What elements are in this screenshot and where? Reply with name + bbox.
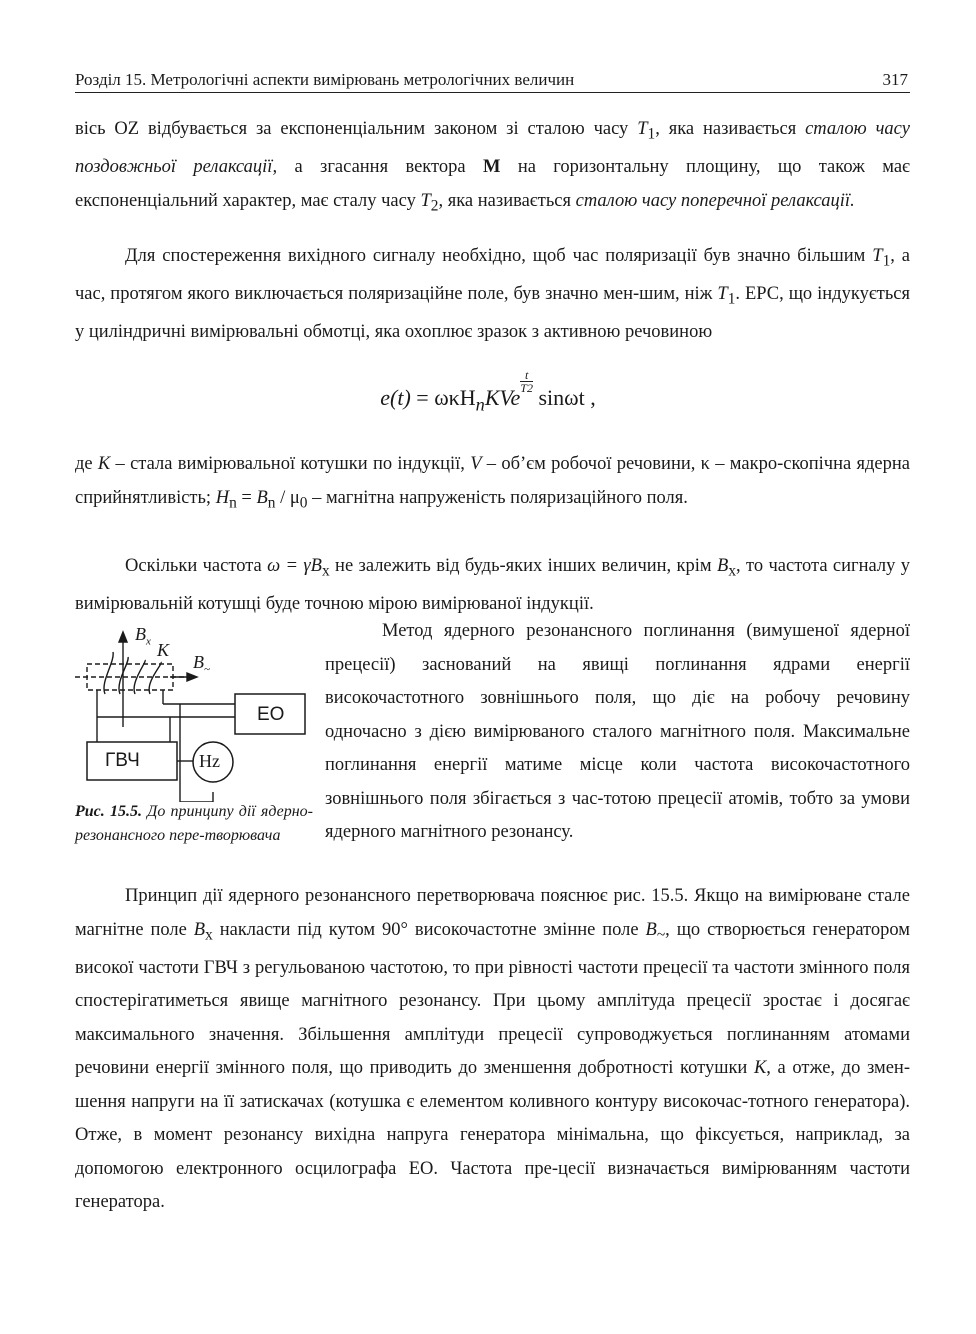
var-K: K xyxy=(97,454,111,474)
formula-rhs: sinωt , xyxy=(532,385,596,410)
sub-0: 0 xyxy=(299,494,308,512)
page-number: 317 xyxy=(882,70,908,89)
sub-x: x xyxy=(321,562,330,580)
var-T1: T xyxy=(717,284,728,305)
caption-number: Рис. 15.5. xyxy=(75,803,142,820)
para1-text-d: на горизонтальну площину, що також має експоненціальний характер, має сталу часу xyxy=(75,157,910,211)
para6-text-b: накласти під кутом 90° високочастотне змінне поле xyxy=(212,919,646,940)
para3-text-f: – магнітна напруженість поляризаційного поля. xyxy=(307,487,688,508)
term-longitudinal-relaxation: сталою часу поздовжньої релаксації, xyxy=(75,119,910,178)
header-title: Розділ 15. Метрологічні аспекти вимірювань метрологічних величин xyxy=(75,70,575,89)
eo-label: ЕО xyxy=(257,704,285,725)
var-B: B xyxy=(256,487,268,508)
para2-text-a: Для спостереження вихідного сигналу необхідно, щоб час поляризації був значно більшим xyxy=(125,246,873,266)
paragraph-1 xyxy=(75,113,910,223)
sub-tilde: ~ xyxy=(656,926,666,944)
formula-exponent xyxy=(520,369,533,394)
para1-text-b: , яка називається xyxy=(655,119,806,139)
figure-caption xyxy=(75,800,313,848)
paragraph-5: Метод ядерного резонансного поглинання (вимушеної ядерної прецесії) заснований на явищі поглинання ядрами енергії високочастотного зовнішнього поля, що діє на робочу речовину одночасно з дією вимірюваного сталого магнітного поля. Максимальне поглинання енергії матиме місце коли частота високочастотного зовнішнього поля збігається з час-тотою прецесії атомів, тобто за умови ядерного магнітного резонансу. xyxy=(325,621,910,842)
formula-sub-n: n xyxy=(475,394,485,415)
exponent-numerator: t xyxy=(520,369,533,382)
para2-text-b: , а час, протягом якого виключається поляризаційне поле, був значно мен-шим, ніж xyxy=(75,246,911,305)
sub-x: x xyxy=(728,562,737,580)
para1-text-e: , яка називається xyxy=(438,190,576,211)
var-T2: T xyxy=(420,190,431,211)
paragraph-2 xyxy=(75,240,910,350)
label-Bx: $B_x$ xyxy=(135,624,151,648)
para3-text-b: – стала вимірювальної котушки по індукції, xyxy=(110,454,471,474)
sub-1: 1 xyxy=(882,252,891,270)
para6-text-d: , а отже, до змен-шення напруги на її затискачах (котушка є елементом коливного контуру високочас-тотного генератора). Отже, в момент резонансу вихідна напруга генератора мінімальна, що фіксується, наприклад, за допомогою електронного осцилографа ЕО. Частота пре-цесії визначається вимірюванням частоти генератора. xyxy=(75,1058,910,1213)
para3-text-d: = xyxy=(236,487,257,508)
var-H: H xyxy=(215,487,230,508)
para3-text-e: / μ xyxy=(275,487,300,508)
var-V: V xyxy=(470,454,482,474)
vector-M: M xyxy=(482,157,501,178)
sub-1: 1 xyxy=(647,125,656,143)
para4-text-c: , то частота сигналу у вимірювальній котушці буде точною мірою вимірюваної індукції. xyxy=(75,556,910,615)
caption-text: До принципу дії ядерно-резонансного пере-творювача xyxy=(75,803,314,844)
para3-text-c: – об’єм робочої речовини, κ – макро-скопічна ядерна сприйнятливість; xyxy=(75,454,910,508)
emf-formula xyxy=(0,368,976,415)
running-header xyxy=(75,70,910,93)
sub-n: n xyxy=(267,494,276,512)
var-T1: T xyxy=(872,246,883,266)
hz-label: Hz xyxy=(199,751,220,771)
term-transverse-relaxation: сталою часу поперечної релаксації. xyxy=(575,190,855,211)
exponent-denominator: T2 xyxy=(520,381,533,395)
para4-text-b: не залежить від будь-яких інших величин, крім xyxy=(329,556,717,576)
sub-1: 1 xyxy=(727,290,736,308)
gvch-label: ГВЧ xyxy=(105,750,140,771)
label-B-tilde: $B_\sim$ xyxy=(193,652,210,676)
para1-text-a: вісь OZ відбувається за експоненціальним законом зі сталою часу xyxy=(75,119,638,139)
sub-2: 2 xyxy=(430,197,439,215)
formula-eq: = ωκH xyxy=(410,385,476,410)
para6-text-a: Принцип дії ядерного резонансного перетворювача пояснює рис. 15.5. Якщо на вимірюване стале магнітне поле xyxy=(75,886,910,940)
sub-n: n xyxy=(229,494,237,512)
var-T: T xyxy=(637,119,648,139)
para6-text-c: , що створюється генератором високої частоти ГВЧ з регульованою частотою, то при рівності частоти прецесії та частоти змінного поля спостерігатиметься явище магнітного резонансу. При цьому амплітуда прецесії зростає і досягає максимального значення. Збільшення амплітуди прецесії супроводжується поглинанням атомами речовини енергії змінного поля, що приводить до зменшення добротності котушки xyxy=(75,919,910,1079)
var-Bx: B xyxy=(193,919,206,940)
formula-lhs: e(t) xyxy=(380,385,411,410)
formula-omega: ω = γB xyxy=(267,556,322,576)
var-Bx: B xyxy=(717,556,729,576)
sub-x: x xyxy=(205,926,213,944)
var-K: K xyxy=(753,1058,767,1079)
var-B-tilde: B xyxy=(645,919,657,940)
paragraph-3 xyxy=(75,448,910,520)
para2-text-c: . ЕРС, що індукується у циліндричні вимірювальні обмотці, яка охоплює зразок з активною речовиною xyxy=(75,284,910,343)
paragraph-6 xyxy=(75,880,910,1220)
formula-kve: KVe xyxy=(484,385,521,410)
para3-text-a: де xyxy=(75,454,98,474)
para4-text-a: Оскільки частота xyxy=(125,556,268,576)
label-K: K xyxy=(157,640,170,660)
para1-text-c: а згасання вектора xyxy=(277,157,483,178)
paragraph-4 xyxy=(75,550,910,622)
